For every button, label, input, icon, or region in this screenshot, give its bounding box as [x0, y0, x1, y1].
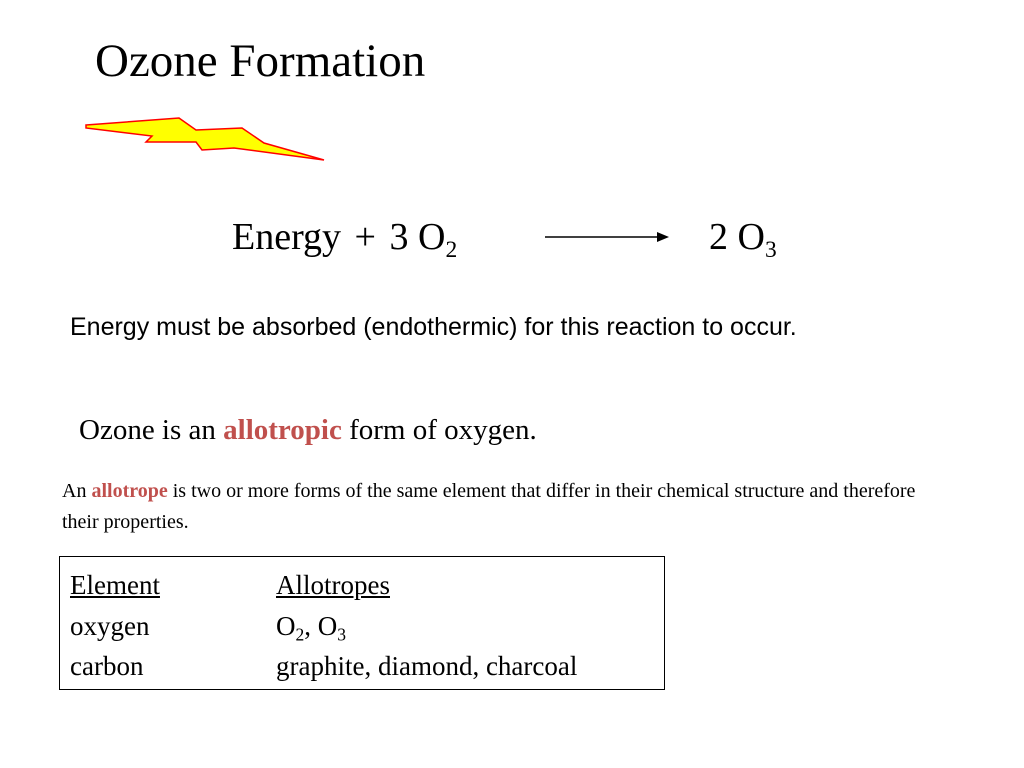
right-arrow-icon — [545, 230, 669, 244]
product-o3: 2 $O_3$ — [709, 216, 777, 264]
allotrope-definition: An allotrope is two or more forms of the same element that differ in their chemical structure and therefore their properties. — [62, 480, 916, 533]
slide-title: Ozone Formation — [95, 35, 426, 87]
allotropic-highlight: allotropic — [223, 414, 342, 446]
reactant-o2: 3 $O_2$ — [389, 216, 458, 264]
allotrope-highlight: allotrope — [91, 480, 168, 502]
row-allotropes: $O_2$, $O_3$ — [276, 611, 347, 645]
plus-sign: + — [354, 216, 376, 258]
row-allotropes: graphite, diamond, charcoal — [276, 651, 578, 681]
reaction-equation — [232, 216, 458, 264]
lightning-bolt-icon — [84, 116, 326, 164]
allotropic-statement: Ozone is an allotropic form of oxygen. — [79, 414, 537, 446]
header-element: Element — [70, 570, 160, 600]
row-element: carbon — [70, 651, 144, 681]
energy-term: Energy — [232, 216, 342, 258]
row-element: oxygen — [70, 611, 150, 641]
endothermic-note: Energy must be absorbed (endothermic) for this reaction to occur. — [70, 313, 797, 341]
allotropes-table — [59, 556, 665, 690]
header-allotropes: Allotropes — [276, 570, 390, 600]
